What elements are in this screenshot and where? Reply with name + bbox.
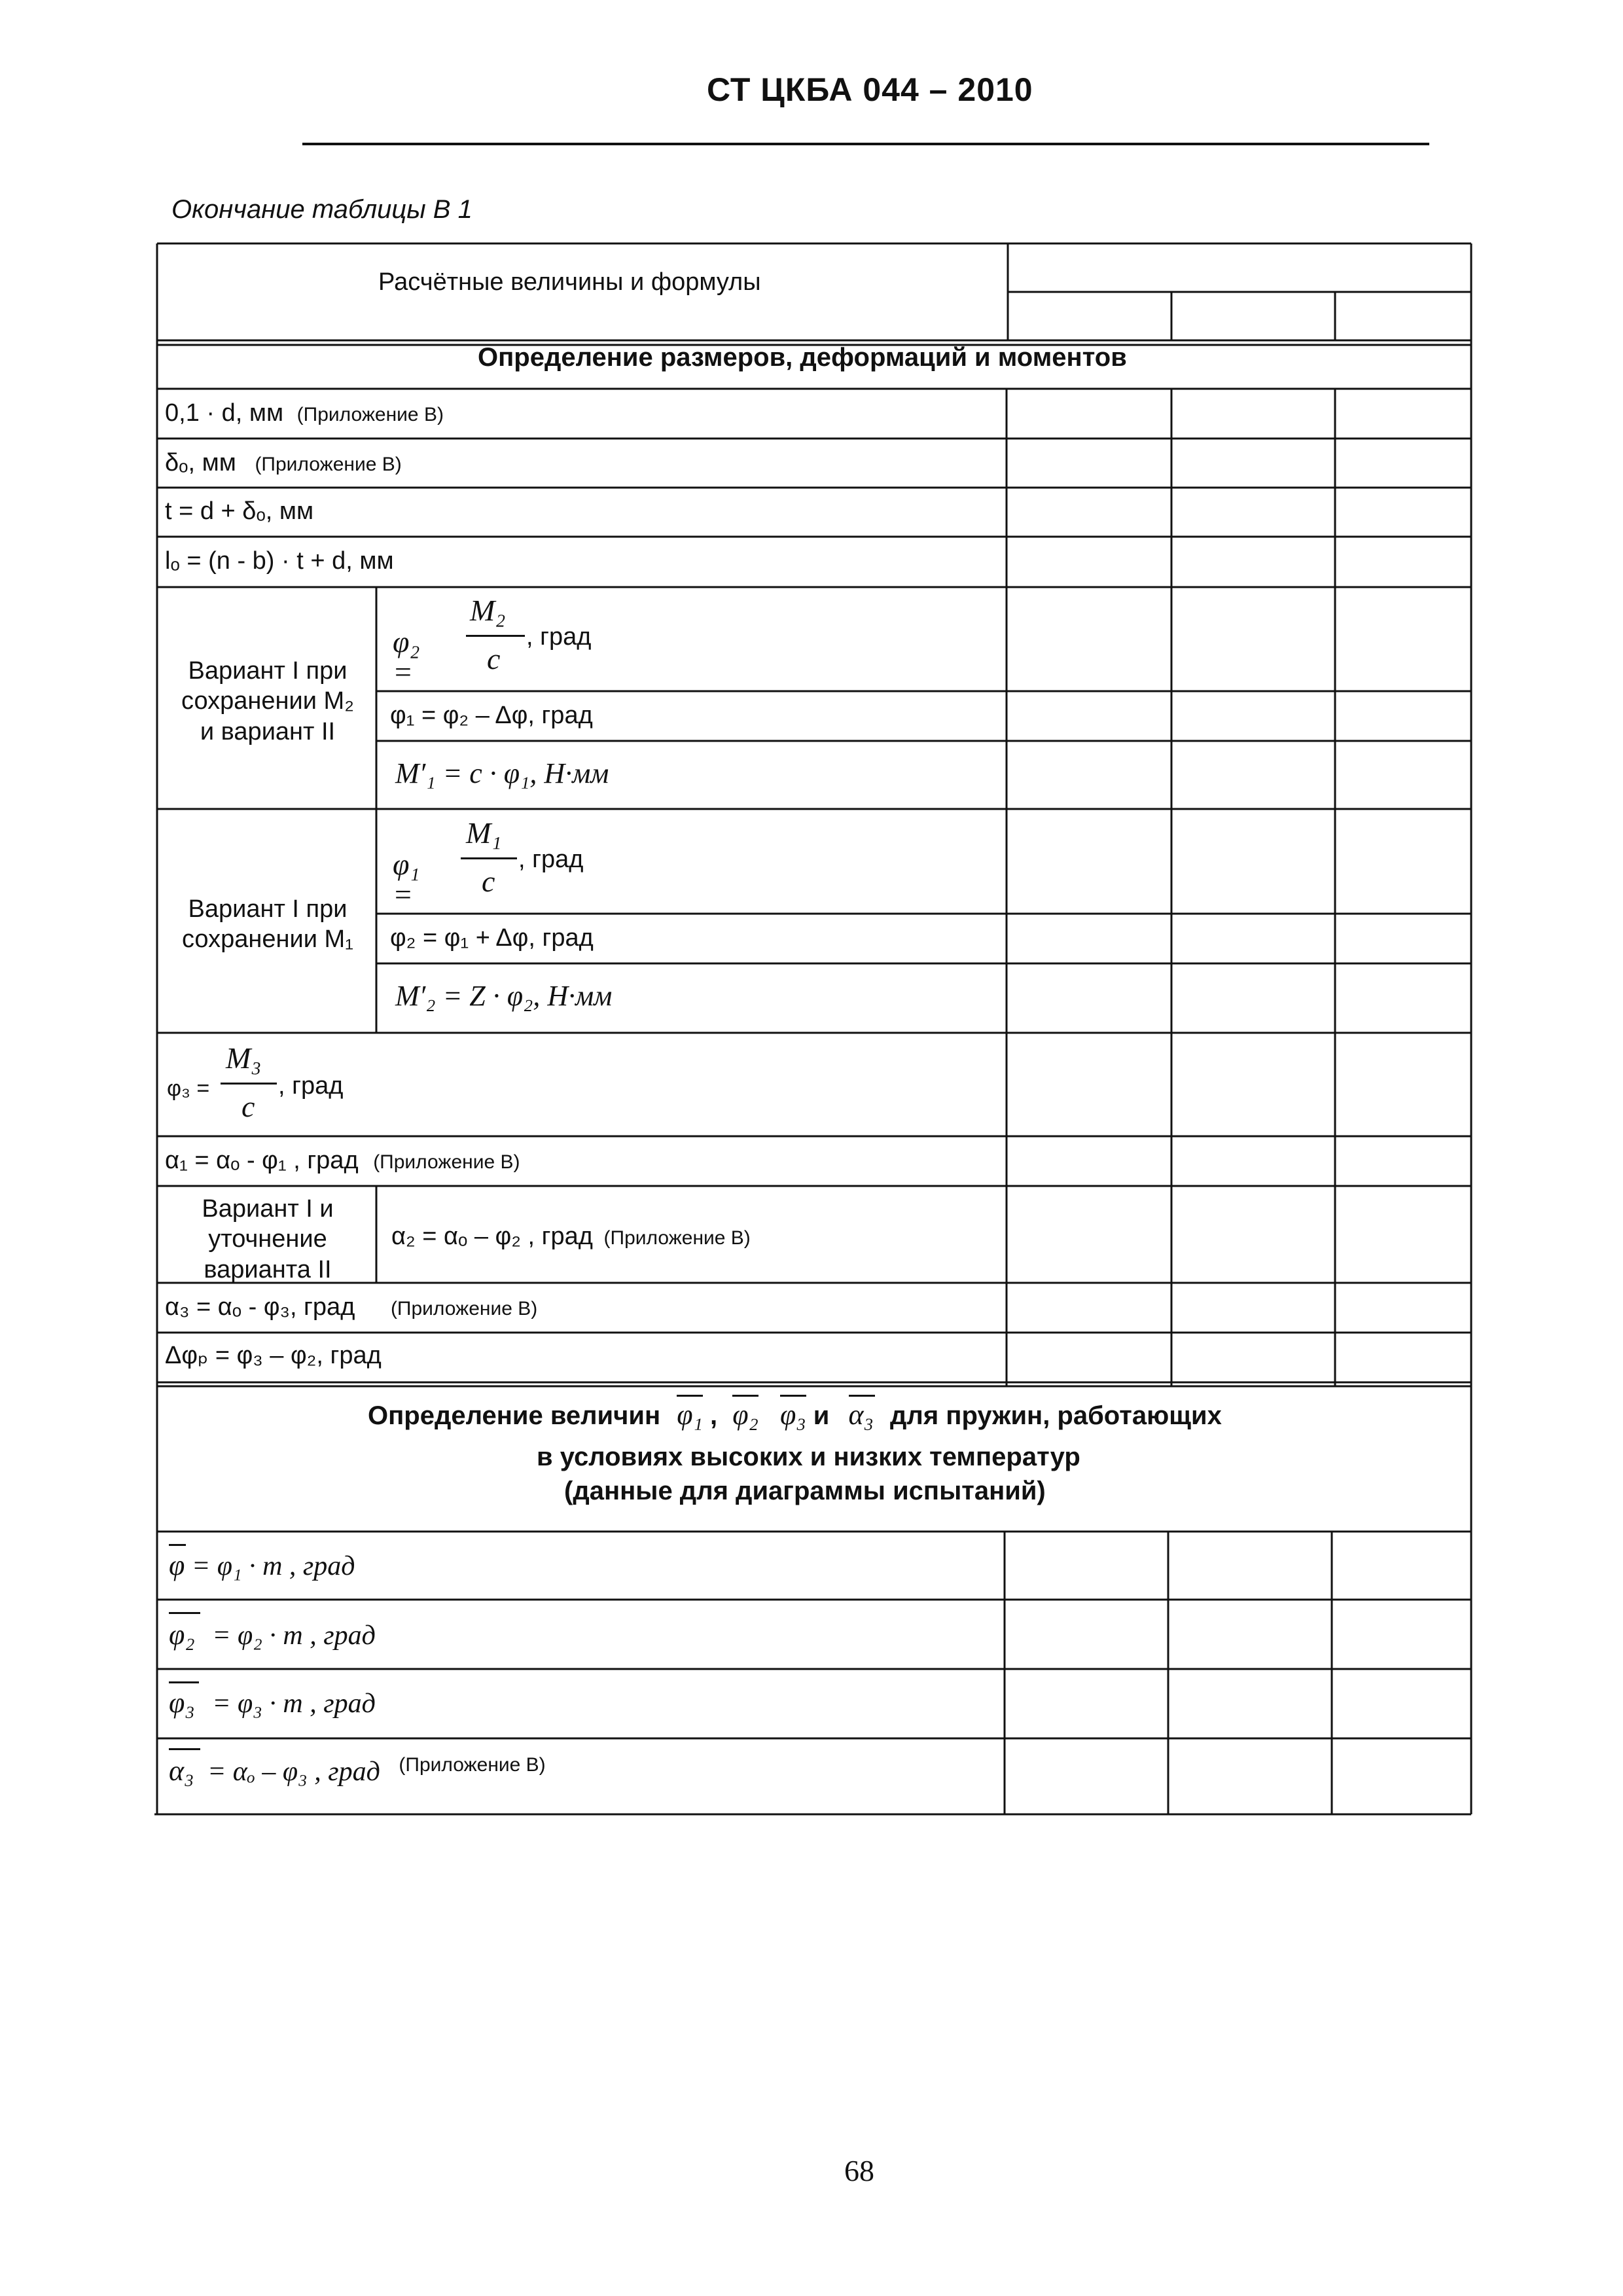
phi3-unit: , град [278,1072,344,1100]
row-alpha1-formula: α₁ = αₒ - φ₁ , град [165,1147,359,1174]
section2-line1-suffix: для пружин, работающих [890,1401,1222,1430]
bottom-row-phi2-overline [169,1612,200,1614]
group1-phi2-denominator: c [487,642,501,675]
section2-sym-alpha3-overline [849,1395,875,1397]
group1-phi1-formula: φ₁ = φ₂ – Δφ, град [390,702,593,729]
row-t-formula: t = d + δₒ, мм [165,497,314,525]
bottom-row-phi2 [169,1621,376,1649]
group3-alpha2-formula: α₂ = αₒ – φ₂ , град [391,1223,593,1250]
section2-sym-alpha3: α₃ [849,1399,874,1431]
group3-alpha2 [391,1224,751,1249]
row-alpha3-note: (Приложение В) [390,1298,538,1319]
group3-label [164,1194,372,1285]
row-l0-formula: lₒ = (n - b) · t + d, мм [165,547,394,575]
row-01d-formula: 0,1 · d, мм [165,399,284,427]
table-head-label: Расчётные величины и формулы [378,268,761,296]
group1-label [164,656,372,747]
section2-and: и [813,1401,830,1430]
group2-m2-formula: M′₂ = Z · φ₂, Н·мм [395,980,613,1012]
group2-label-line1: Вариант I при [188,895,348,923]
group2-phi1-numerator: M₁ [466,816,502,850]
bottom-row-phi2-lhs: φ₂ [169,1619,195,1651]
section2-sym-phi3-overline [780,1395,806,1397]
row-alpha3-formula: α₃ = αₒ - φ₃, град [165,1293,355,1321]
bottom-row-alpha3-overline [169,1748,200,1750]
group1-label-line3: и вариант II [200,717,336,745]
group1-m1-formula: M′₁ = c · φ₁, Н·мм [395,757,609,789]
group2-phi1-denominator: c [482,865,495,898]
bottom-row-phi-overline [169,1544,186,1546]
section2-line1-prefix: Определение величин [368,1401,661,1430]
bottom-row-phi3-overline [169,1681,199,1683]
group1-label-line2: сохранении М₂ [181,687,354,715]
page-number: 68 [844,2154,874,2187]
group3-alpha2-note: (Приложение В) [603,1227,751,1249]
bottom-row-alpha3-note: (Приложение В) [399,1754,546,1776]
phi3-lhs: φ₃ = [167,1076,210,1101]
section2-sym-phi1-overline [677,1395,703,1397]
row-delta0-formula: δₒ, мм [165,449,236,476]
row-alpha1-note: (Приложение В) [373,1151,520,1173]
row-alpha3 [165,1295,537,1319]
phi3-bar [221,1083,277,1085]
bottom-row-alpha3-rhs: = αₒ – φ₃ , град [207,1757,380,1787]
group3-label-line3: варианта II [204,1255,332,1283]
section2-sym-phi1: φ₁ [677,1399,703,1431]
group2-phi2-formula: φ₂ = φ₁ + Δφ, град [390,924,594,952]
row-01d-note: (Приложение В) [296,404,444,425]
group2-phi1-bar [461,857,517,859]
bottom-row-alpha3 [169,1754,546,1787]
section2-line3: (данные для диаграммы испытаний) [564,1477,1046,1505]
bottom-row-alpha3-lhs: α₃ [169,1755,194,1787]
bottom-row-phi-lhs: φ [169,1549,185,1581]
group2-phi1-unit: , град [518,846,584,873]
section2-sym-phi2: φ₂ [732,1399,758,1431]
section2-sym-phi2-overline [732,1395,758,1397]
bottom-row-phi3-rhs: = φ₃ · m , град [212,1689,376,1719]
bottom-row-phi3 [169,1689,376,1717]
bottom-row-phi3-lhs: φ₃ [169,1687,195,1719]
group1-phi2-bar [466,635,525,637]
phi3-denominator: c [241,1090,255,1123]
table-caption: Окончание таблицы В 1 [171,195,473,224]
bottom-row-phi [169,1551,355,1580]
row-delta0 [165,450,402,475]
group1-phi2-lhs: φ₂ = [393,625,420,689]
row-delta-phi-p: Δφₚ = φ₃ – φ₂, град [165,1342,382,1369]
row-delta0-note: (Приложение В) [255,454,402,475]
section2-sym-phi3: φ₃ [780,1399,806,1431]
phi3-numerator: M₃ [226,1041,262,1075]
group2-phi1-lhs: φ₁ = [393,848,420,911]
row-alpha1 [165,1148,520,1173]
group1-phi2-numerator: M₂ [470,594,506,627]
group2-label [164,894,372,955]
group2-label-line2: сохранении М₁ [182,925,353,954]
bottom-row-phi-rhs: = φ₁ · m , град [191,1551,355,1581]
row-01d [165,401,444,425]
section2-line2: в условиях высоких и низких температур [537,1443,1080,1471]
group1-phi2-unit: , град [526,623,592,651]
group3-label-line1: Вариант I и [202,1195,334,1223]
group1-label-line1: Вариант I при [188,657,348,685]
section2-sep1: , [710,1401,718,1430]
section-title-dimensions: Определение размеров, деформаций и моментов [478,343,1127,372]
section2-line1 [368,1401,1222,1429]
bottom-row-phi2-rhs: = φ₂ · m , град [212,1621,376,1651]
group3-label-line2: уточнение [208,1225,327,1253]
document-header-title: СТ ЦКБА 044 – 2010 [707,71,1033,108]
